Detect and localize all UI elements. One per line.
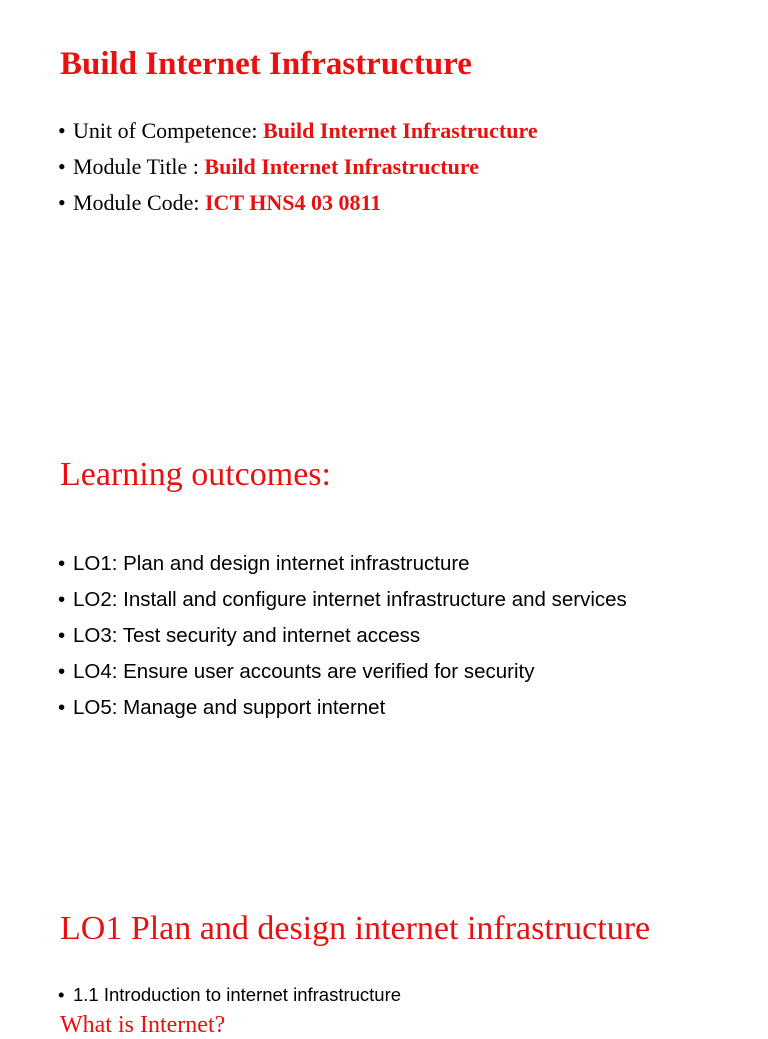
item-text: LO5: Manage and support internet (73, 696, 386, 719)
bullet-icon: • (58, 190, 66, 215)
item-text: 1.1 Introduction to internet infrastructure (73, 984, 402, 1005)
bullet-icon: • (58, 118, 66, 143)
slide-title: LO1 Plan and design internet infrastructure (60, 910, 651, 947)
item-text: LO3: Test security and internet access (73, 624, 421, 647)
item-value: ICT HNS4 03 0811 (205, 190, 382, 215)
cut-off-line: What is Internet? (60, 1012, 226, 1038)
bullet-icon: • (58, 154, 66, 179)
item-value: Build Internet Infrastructure (263, 118, 538, 143)
bullet-icon: • (58, 552, 66, 575)
item-label: Module Title : (73, 154, 205, 179)
item-text: LO4: Ensure user accounts are verified for security (73, 660, 535, 683)
bullet-icon: • (58, 624, 66, 647)
list-item-introduction (58, 980, 401, 1010)
slide-title: Learning outcomes: (60, 456, 331, 493)
bullet-icon: • (58, 660, 66, 683)
bullet-icon: • (58, 984, 65, 1005)
item-text: LO2: Install and configure internet infrastructure and services (73, 588, 627, 611)
item-text: LO1: Plan and design internet infrastructure (73, 552, 470, 575)
bullet-icon: • (58, 588, 66, 611)
item-value: Build Internet Infrastructure (204, 154, 480, 179)
bullet-icon: • (58, 696, 66, 719)
lo1-topic-list (58, 980, 401, 1010)
slide-title: Build Internet Infrastructure (60, 46, 472, 82)
item-label: Unit of Competence: (73, 118, 264, 143)
item-label: Module Code: (73, 190, 205, 215)
